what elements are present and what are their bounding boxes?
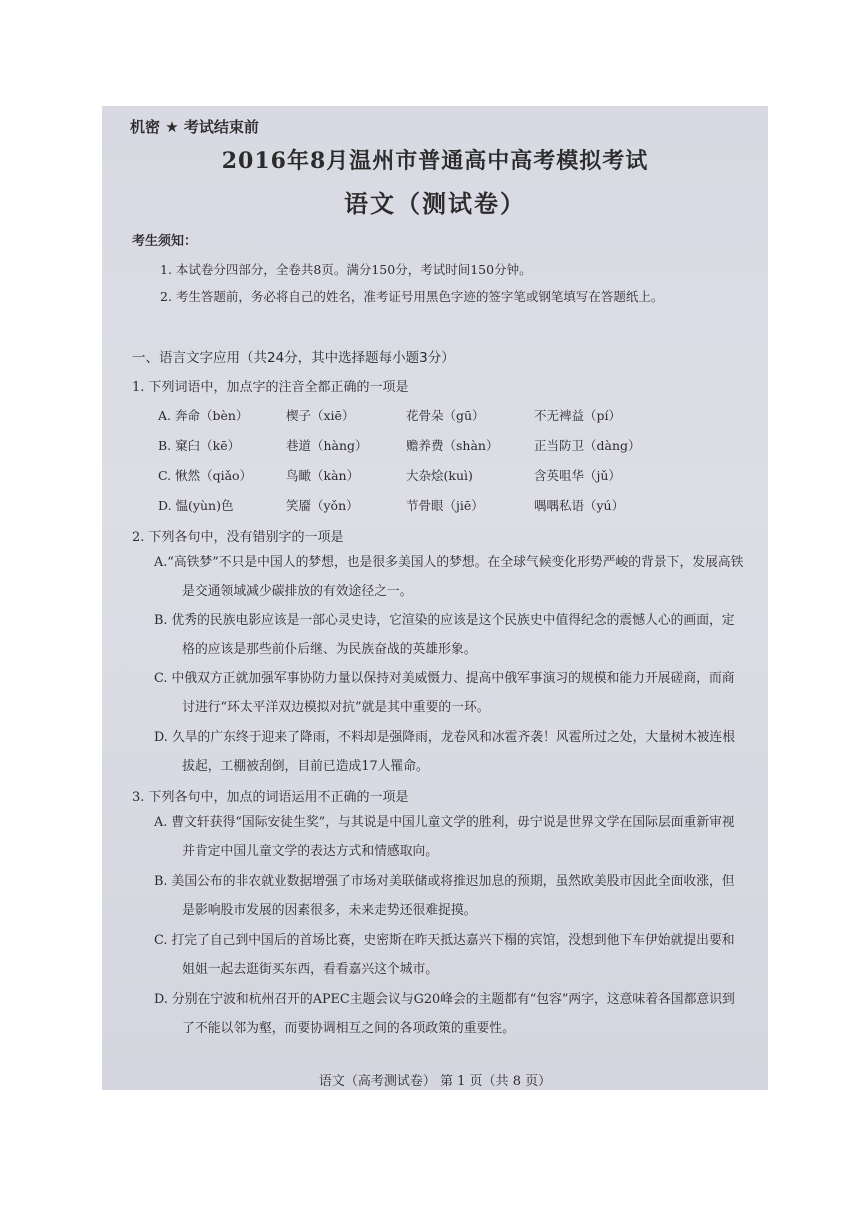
notice-heading: 考生须知：: [132, 234, 198, 249]
q1-option-cell: D. 愠(yùn)色: [158, 498, 234, 513]
q1-option-cell: 赡养费（shàn）: [406, 438, 499, 453]
q1-option-cell: 花骨朵（gū）: [406, 408, 485, 423]
q3-option: D. 分别在宁波和杭州召开的APEC主题会议与G20峰会的主题都有“包容”两字，这意味着各国都意识到了不能以邻为壑，而要协调相互之间的各项政策的重要性。: [154, 992, 735, 1036]
q3-option: C. 打完了自己到中国后的首场比赛，史密斯在昨天抵达嘉兴下榻的宾馆，没想到他下车伊始就提出要和姐姐一起去逛街买东西，看看嘉兴这个城市。: [154, 933, 735, 977]
q1-option-cell: 楔子（xiē）: [286, 408, 355, 423]
q1-option-cell: 正当防卫（dàng）: [534, 438, 641, 453]
question-stem: 1. 下列词语中，加点字的注音全都正确的一项是: [132, 380, 409, 395]
q1-option-cell: 巷道（hàng）: [286, 438, 368, 453]
q1-option-cell: C. 愀然（qiǎo）: [158, 468, 253, 483]
q1-option-cell: 不无裨益（pí）: [534, 408, 621, 423]
page-footer: 语文（高考测试卷） 第 1 页（共 8 页）: [318, 1074, 552, 1089]
q1-option-cell: A. 奔命（bèn）: [158, 408, 249, 423]
q1-option-cell: 鸟瞰（kàn）: [286, 468, 360, 483]
notice-item: 2. 考生答题前，务必将自己的姓名，准考证号用黑色字迹的签字笔或钢笔填写在答题纸上。: [160, 289, 664, 304]
q2-option: D. 久旱的广东终于迎来了降雨，不料却是强降雨，龙卷风和冰雹齐袭！风雹所过之处，大量树木被连根拔起，工棚被刮倒，目前已造成17人罹命。: [154, 730, 736, 774]
notice-item: 1. 本试卷分四部分，全卷共8页。满分150分，考试时间150分钟。: [160, 262, 532, 277]
q3-option: A. 曹文轩获得“国际安徒生奖”，与其说是中国儿童文学的胜利，毋宁说是世界文学在国际层面重新审视并肯定中国儿童文学的表达方式和情感取向。: [154, 815, 735, 859]
q1-option-cell: 含英咀华（jǔ）: [534, 468, 621, 483]
section-heading: 一、语言文字应用（共24分，其中选择题每小题3分）: [132, 350, 455, 366]
q2-option: B. 优秀的民族电影应该是一部心灵史诗，它渲染的应该是这个民族史中值得纪念的震憾人心的画面，定格的应该是那些前仆后继、为民族奋战的英雄形象。: [154, 613, 735, 657]
q2-option: C. 中俄双方正就加强军事协防力量以保持对美威慑力、提高中俄军事演习的规模和能力开展磋商，而商讨进行“环太平洋双边模拟对抗”就是其中重要的一环。: [154, 671, 735, 715]
q1-option-cell: 节骨眼（jiē）: [406, 498, 484, 513]
exam-title: 2016年8月温州市普通高中高考模拟考试: [221, 148, 649, 174]
question-stem: 2. 下列各句中，没有错别字的一项是: [132, 530, 344, 545]
question-stem: 3. 下列各句中，加点的词语运用不正确的一项是: [132, 790, 409, 805]
exam-subtitle: 语文（测试卷）: [344, 189, 526, 218]
exam-page: [102, 106, 768, 1090]
q1-option-cell: B. 窠臼（kē）: [158, 438, 241, 453]
q3-option: B. 美国公布的非农就业数据增强了市场对美联储或将推迟加息的预期，虽然欧美股市因此全面收涨，但是影响股市发展的因素很多，未来走势还很难捉摸。: [154, 874, 735, 918]
q1-option-cell: 笑靥（yǒn）: [286, 498, 359, 513]
q1-option-cell: 大杂烩(kuì): [406, 468, 473, 483]
q1-option-cell: 喁喁私语（yú）: [534, 498, 625, 513]
q2-option: A.“高铁梦”不只是中国人的梦想，也是很多美国人的梦想。在全球气候变化形势严峻的背景下，发展高铁是交通领域减少碳排放的有效途径之一。: [154, 555, 744, 599]
confidential-label: 机密 ★ 考试结束前: [130, 118, 259, 136]
